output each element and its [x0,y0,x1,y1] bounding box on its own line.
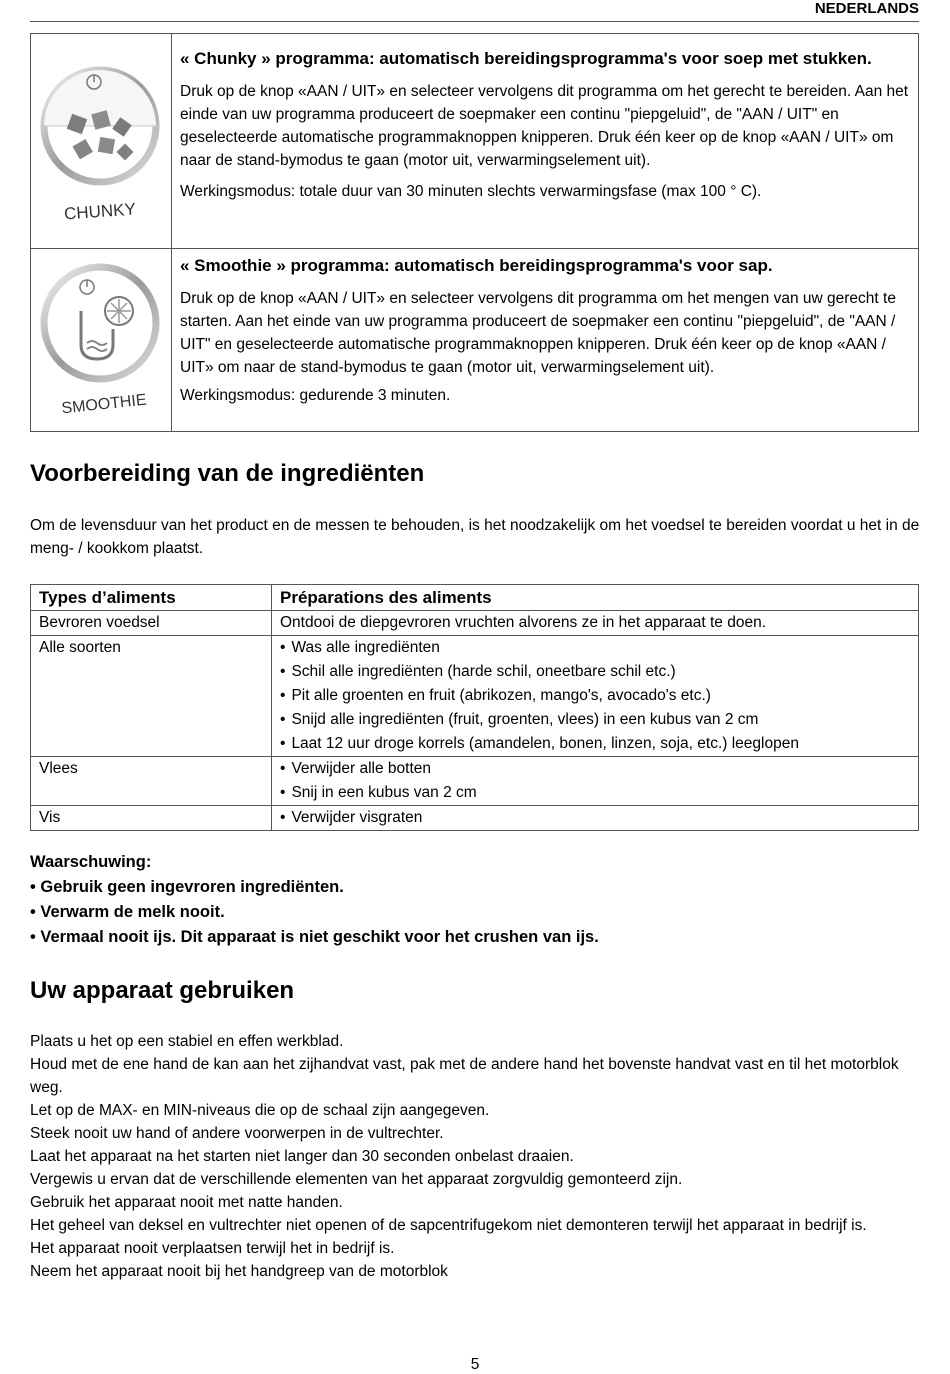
list-item: • Verwijder alle botten [280,757,910,781]
program-title: « Smoothie » programma: automatisch bereidingsprogramma's voor sap. [180,256,773,275]
instruction-line: Let op de MAX- en MIN-niveaus die op de schaal zijn aangegeven. [30,1102,490,1119]
table-header-cell: Préparations des aliments [272,585,919,611]
header-rule [30,21,919,22]
program-description: Druk op de knop «AAN / UIT» en selecteer vervolgens dit programma om het mengen van uw gerecht te starten. Aan het einde van uw programma produceert de soepmaker een continu "piepgeluid", de "AAN / UIT" en geselecteerde automatische programmaknoppen knipperen. Druk één keer op de knop «AAN / UIT» om naar de stand-bymodus te gaan (motor uit, verwarmingselement uit). [180,290,896,376]
program-icon-cell [31,249,172,432]
page-number: 5 [470,1356,480,1373]
prep-intro: Om de levensduur van het product en de messen te behouden, is het noodzakelijk om het voedsel te bereiden voordat u het in de meng- / kookkom plaatst. [30,517,920,557]
header-language: NEDERLANDS [814,0,919,17]
program-icon-cell [31,34,172,249]
instruction-line: Het apparaat nooit verplaatsen terwijl het in bedrijf is. [30,1240,395,1257]
table-cell-type: Vlees [31,757,272,806]
program-table [30,33,919,432]
smoothie-program-icon [31,249,169,432]
table-cell-type: Bevroren voedsel [31,611,272,636]
use-instructions [30,1030,919,1283]
instruction-line: Vergewis u ervan dat de verschillende elementen van het apparaat zorgvuldig gemonteerd zijn. [30,1171,683,1188]
list-item: • Laat 12 uur droge korrels (amandelen, bonen, linzen, soja, etc.) leeglopen [280,732,910,756]
instruction-line: Steek nooit uw hand of andere voorwerpen in de vultrechter. [30,1125,444,1142]
list-item: • Schil alle ingrediënten (harde schil, oneetbare schil etc.) [280,660,910,684]
list-item: • Snij in een kubus van 2 cm [280,781,910,805]
program-mode: Werkingsmodus: totale duur van 30 minuten slechts verwarmingsfase (max 100 ° C). [180,183,762,200]
use-heading: Uw apparaat gebruiken [30,977,295,1004]
table-header-cell: Types d’aliments [31,585,272,611]
warning-item: • Gebruik geen ingevroren ingrediënten. [30,878,344,896]
warning-item: • Vermaal nooit ijs. Dit apparaat is niet geschikt voor het crushen van ijs. [30,928,599,946]
chunky-program-icon [31,34,169,249]
ingredient-table [30,584,919,831]
instruction-line: Gebruik het apparaat nooit met natte handen. [30,1194,343,1211]
program-title: « Chunky » programma: automatisch bereidingsprogramma's voor soep met stukken. [180,49,872,68]
warning-title: Waarschuwing: [30,853,152,871]
table-header-row [31,585,919,611]
instruction-line: Plaats u het op een stabiel en effen werkblad. [30,1033,344,1050]
program-row-smoothie [31,249,919,432]
table-cell-prep [272,636,919,757]
table-row [31,636,919,757]
smoothie-icon-label: SMOOTHIE [60,391,148,418]
list-item: • Pit alle groenten en fruit (abrikozen, mango's, avocado's etc.) [280,684,910,708]
program-mode: Werkingsmodus: gedurende 3 minuten. [180,387,451,404]
warning-block [30,850,599,950]
instruction-line: Het geheel van deksel en vultrechter niet openen of de sapcentrifugekom niet demonteren terwijl het apparaat in bedrijf is. [30,1217,867,1234]
warning-item: • Verwarm de melk nooit. [30,903,225,921]
table-cell-type: Alle soorten [31,636,272,757]
table-row [31,611,919,636]
table-row [31,757,919,806]
table-cell-prep: Ontdooi de diepgevroren vruchten alvorens ze in het apparaat te doen. [272,611,919,636]
program-description: Druk op de knop «AAN / UIT» en selecteer vervolgens dit programma om het gerecht te bereiden. Aan het einde van uw programma produceert de soepmaker een continu "piepgeluid", de "AAN / UIT" en geselecteerde automatische programmaknoppen knipperen. Druk één keer op de knop «AAN / UIT» om naar de stand-bymodus te gaan (motor uit, verwarmingselement uit). [180,83,909,169]
instruction-line: Neem het apparaat nooit bij het handgreep van de motorblok [30,1263,448,1280]
instruction-line: Houd met de ene hand de kan aan het zijhandvat vast, pak met de andere hand het bovenste handvat vast en til het motorblok weg. [30,1056,899,1096]
chunky-icon-label: CHUNKY [63,199,137,224]
table-cell-type: Vis [31,806,272,831]
table-cell-prep [272,806,919,831]
instruction-line: Laat het apparaat na het starten niet langer dan 30 seconden onbelast draaien. [30,1148,574,1165]
table-cell-prep [272,757,919,806]
list-item: • Snijd alle ingrediënten (fruit, groenten, vlees) in een kubus van 2 cm [280,708,910,732]
list-item: • Verwijder visgraten [280,806,910,830]
table-row [31,806,919,831]
program-text-cell [172,34,919,249]
program-row-chunky [31,34,919,249]
prep-heading: Voorbereiding van de ingrediënten [30,460,425,487]
program-text-cell [172,249,919,432]
list-item: • Was alle ingrediënten [280,636,910,660]
